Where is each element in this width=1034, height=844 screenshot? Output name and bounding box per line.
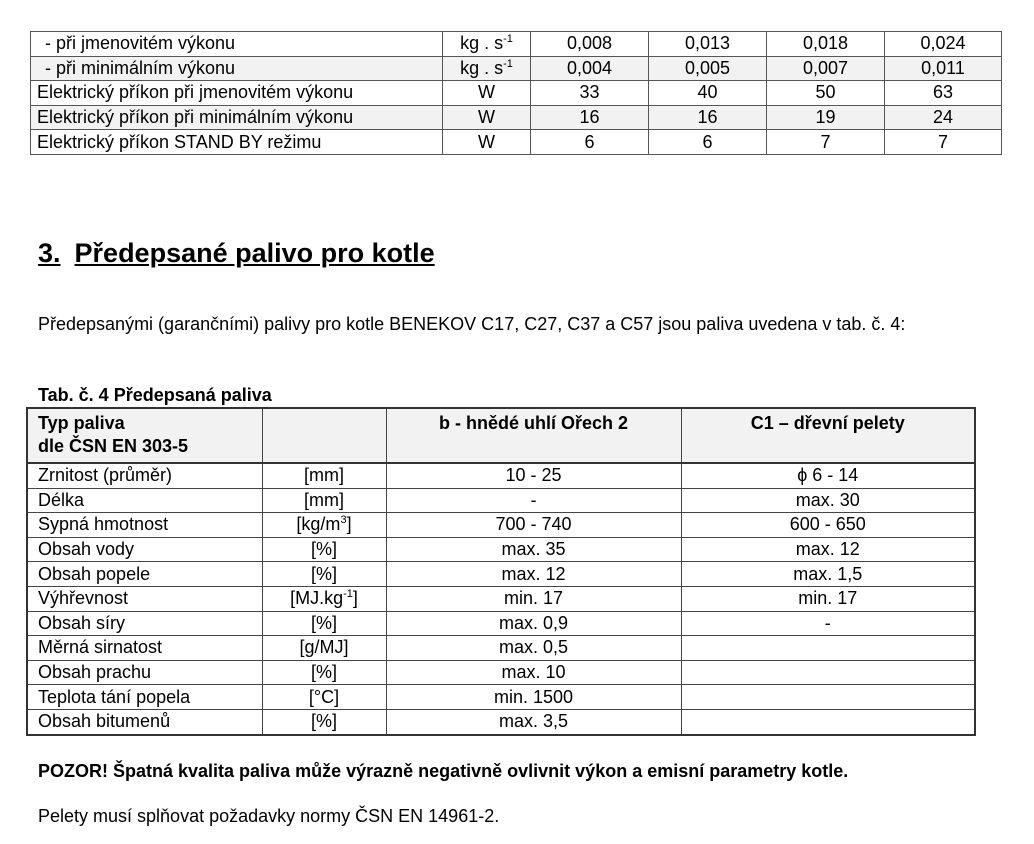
table-row — [27, 709, 975, 734]
coal-value: max. 10 — [386, 660, 681, 685]
unit-text: [°C] — [308, 686, 340, 707]
table-row — [27, 660, 975, 685]
pellet-value — [681, 636, 975, 661]
row-value: 6 — [649, 130, 767, 155]
fuel-table — [26, 407, 976, 736]
intro-paragraph: Předepsanými (garančními) palivy pro kotle BENEKOV C17, C27, C37 a C57 jsou paliva uvedena v tab. č. 4: — [38, 314, 906, 334]
header-type-line2: dle ČSN EN 303-5 — [38, 436, 189, 456]
table-row — [27, 537, 975, 562]
table-row — [27, 685, 975, 710]
fuel-parameter: Délka — [27, 488, 262, 513]
section-title: Předepsané palivo pro kotle — [74, 238, 435, 268]
pellet-value: max. 12 — [681, 537, 975, 562]
row-value: 16 — [531, 105, 649, 130]
row-value: 0,013 — [649, 32, 767, 57]
coal-value: min. 1500 — [386, 685, 681, 710]
unit-text: [%] — [310, 612, 337, 633]
header-type-line1: Typ paliva — [38, 413, 125, 433]
unit-exponent: -1 — [343, 588, 353, 601]
coal-value: - — [386, 488, 681, 513]
pellet-standard-note: Pelety musí splňovat požadavky normy ČSN EN 14961-2. — [38, 806, 500, 826]
table-row — [27, 463, 975, 488]
row-value: 33 — [531, 81, 649, 106]
coal-value: 700 - 740 — [386, 513, 681, 538]
row-value: 6 — [531, 130, 649, 155]
unit-text: [mm] — [304, 489, 344, 510]
fuel-parameter: Obsah bitumenů — [27, 709, 262, 734]
table-row — [31, 130, 1002, 155]
row-value: 7 — [767, 130, 885, 155]
coal-value: max. 35 — [386, 537, 681, 562]
unit-exponent: -1 — [503, 57, 513, 70]
table-row — [31, 81, 1002, 106]
table-row — [27, 513, 975, 538]
fuel-unit — [262, 537, 386, 562]
fuel-parameter: Teplota tání popela — [27, 685, 262, 710]
unit-exponent: 3 — [340, 514, 347, 527]
unit-exponent: -1 — [503, 33, 513, 46]
fuel-parameter: Obsah popele — [27, 562, 262, 587]
header-coal: b - hnědé uhlí Ořech 2 — [386, 408, 681, 463]
pellet-value — [681, 709, 975, 734]
unit-text: [%] — [310, 539, 337, 560]
unit-text: [%] — [310, 563, 337, 584]
fuel-parameter: Zrnitost (průměr) — [27, 463, 262, 488]
row-value: 0,011 — [885, 56, 1002, 81]
header-pellets: C1 – dřevní pelety — [681, 408, 975, 463]
coal-value: max. 12 — [386, 562, 681, 587]
row-unit — [443, 56, 531, 81]
pellet-value: ϕ 6 - 14 — [681, 463, 975, 488]
performance-table-body — [31, 32, 1002, 155]
fuel-parameter: Měrná sirnatost — [27, 636, 262, 661]
row-value: 16 — [649, 105, 767, 130]
fuel-parameter: Výhřevnost — [27, 586, 262, 611]
performance-table — [30, 31, 1002, 155]
unit-text: [MJ.kg — [290, 588, 344, 609]
table-caption: Tab. č. 4 Předepsaná paliva — [38, 385, 272, 405]
unit-text: kg . s — [460, 57, 504, 78]
fuel-unit — [262, 586, 386, 611]
unit-bracket: ] — [352, 588, 358, 609]
row-value: 0,007 — [767, 56, 885, 81]
fuel-unit — [262, 685, 386, 710]
fuel-unit — [262, 611, 386, 636]
pellet-value — [681, 685, 975, 710]
unit-text: W — [478, 107, 495, 128]
fuel-parameter: Obsah vody — [27, 537, 262, 562]
pellet-value: 600 - 650 — [681, 513, 975, 538]
row-value: 0,018 — [767, 32, 885, 57]
pellet-value: min. 17 — [681, 586, 975, 611]
row-label: Elektrický příkon při jmenovitém výkonu — [31, 81, 443, 106]
fuel-unit — [262, 562, 386, 587]
warning-text: POZOR! Špatná kvalita paliva může výrazně negativně ovlivnit výkon a emisní parametry kotle. — [38, 761, 849, 781]
unit-text: [g/MJ] — [299, 637, 349, 658]
row-unit — [443, 105, 531, 130]
fuel-table-body — [27, 408, 975, 735]
row-value: 24 — [885, 105, 1002, 130]
unit-text: kg . s — [460, 33, 504, 54]
header-fuel-type — [27, 408, 262, 463]
row-value: 63 — [885, 81, 1002, 106]
coal-value: max. 3,5 — [386, 709, 681, 734]
table-row — [27, 586, 975, 611]
row-value: 7 — [885, 130, 1002, 155]
row-value: 0,008 — [531, 32, 649, 57]
fuel-parameter: Sypná hmotnost — [27, 513, 262, 538]
row-value: 50 — [767, 81, 885, 106]
table-row — [27, 611, 975, 636]
unit-text: [%] — [310, 662, 337, 683]
table-row — [31, 105, 1002, 130]
table-row — [27, 488, 975, 513]
section-heading — [38, 238, 435, 269]
coal-value: 10 - 25 — [386, 463, 681, 488]
header-unit — [262, 408, 386, 463]
row-value: 19 — [767, 105, 885, 130]
row-label: Elektrický příkon STAND BY režimu — [31, 130, 443, 155]
row-unit — [443, 81, 531, 106]
fuel-unit — [262, 463, 386, 488]
row-label: Elektrický příkon při minimálním výkonu — [31, 105, 443, 130]
coal-value: max. 0,9 — [386, 611, 681, 636]
unit-text: W — [478, 131, 495, 152]
section-number: 3. — [38, 238, 61, 268]
unit-text: [%] — [310, 711, 337, 732]
fuel-unit — [262, 636, 386, 661]
pellet-value — [681, 660, 975, 685]
row-label: - při jmenovitém výkonu — [31, 32, 443, 57]
coal-value: max. 0,5 — [386, 636, 681, 661]
row-value: 0,005 — [649, 56, 767, 81]
coal-value: min. 17 — [386, 586, 681, 611]
pellet-value: - — [681, 611, 975, 636]
row-unit — [443, 32, 531, 57]
fuel-unit — [262, 513, 386, 538]
row-value: 40 — [649, 81, 767, 106]
table-row — [27, 562, 975, 587]
table-row — [31, 56, 1002, 81]
table-row — [27, 636, 975, 661]
fuel-unit — [262, 660, 386, 685]
fuel-parameter: Obsah síry — [27, 611, 262, 636]
row-value: 0,024 — [885, 32, 1002, 57]
pellet-value: max. 1,5 — [681, 562, 975, 587]
unit-text: [mm] — [304, 465, 344, 486]
row-unit — [443, 130, 531, 155]
row-value: 0,004 — [531, 56, 649, 81]
fuel-unit — [262, 488, 386, 513]
table-row — [31, 32, 1002, 57]
unit-text: [kg/m — [296, 514, 341, 535]
pellet-value: max. 30 — [681, 488, 975, 513]
fuel-table-header — [27, 408, 975, 463]
fuel-parameter: Obsah prachu — [27, 660, 262, 685]
row-label: - při minimálním výkonu — [31, 56, 443, 81]
unit-bracket: ] — [346, 514, 352, 535]
unit-text: W — [478, 82, 495, 103]
fuel-unit — [262, 709, 386, 734]
